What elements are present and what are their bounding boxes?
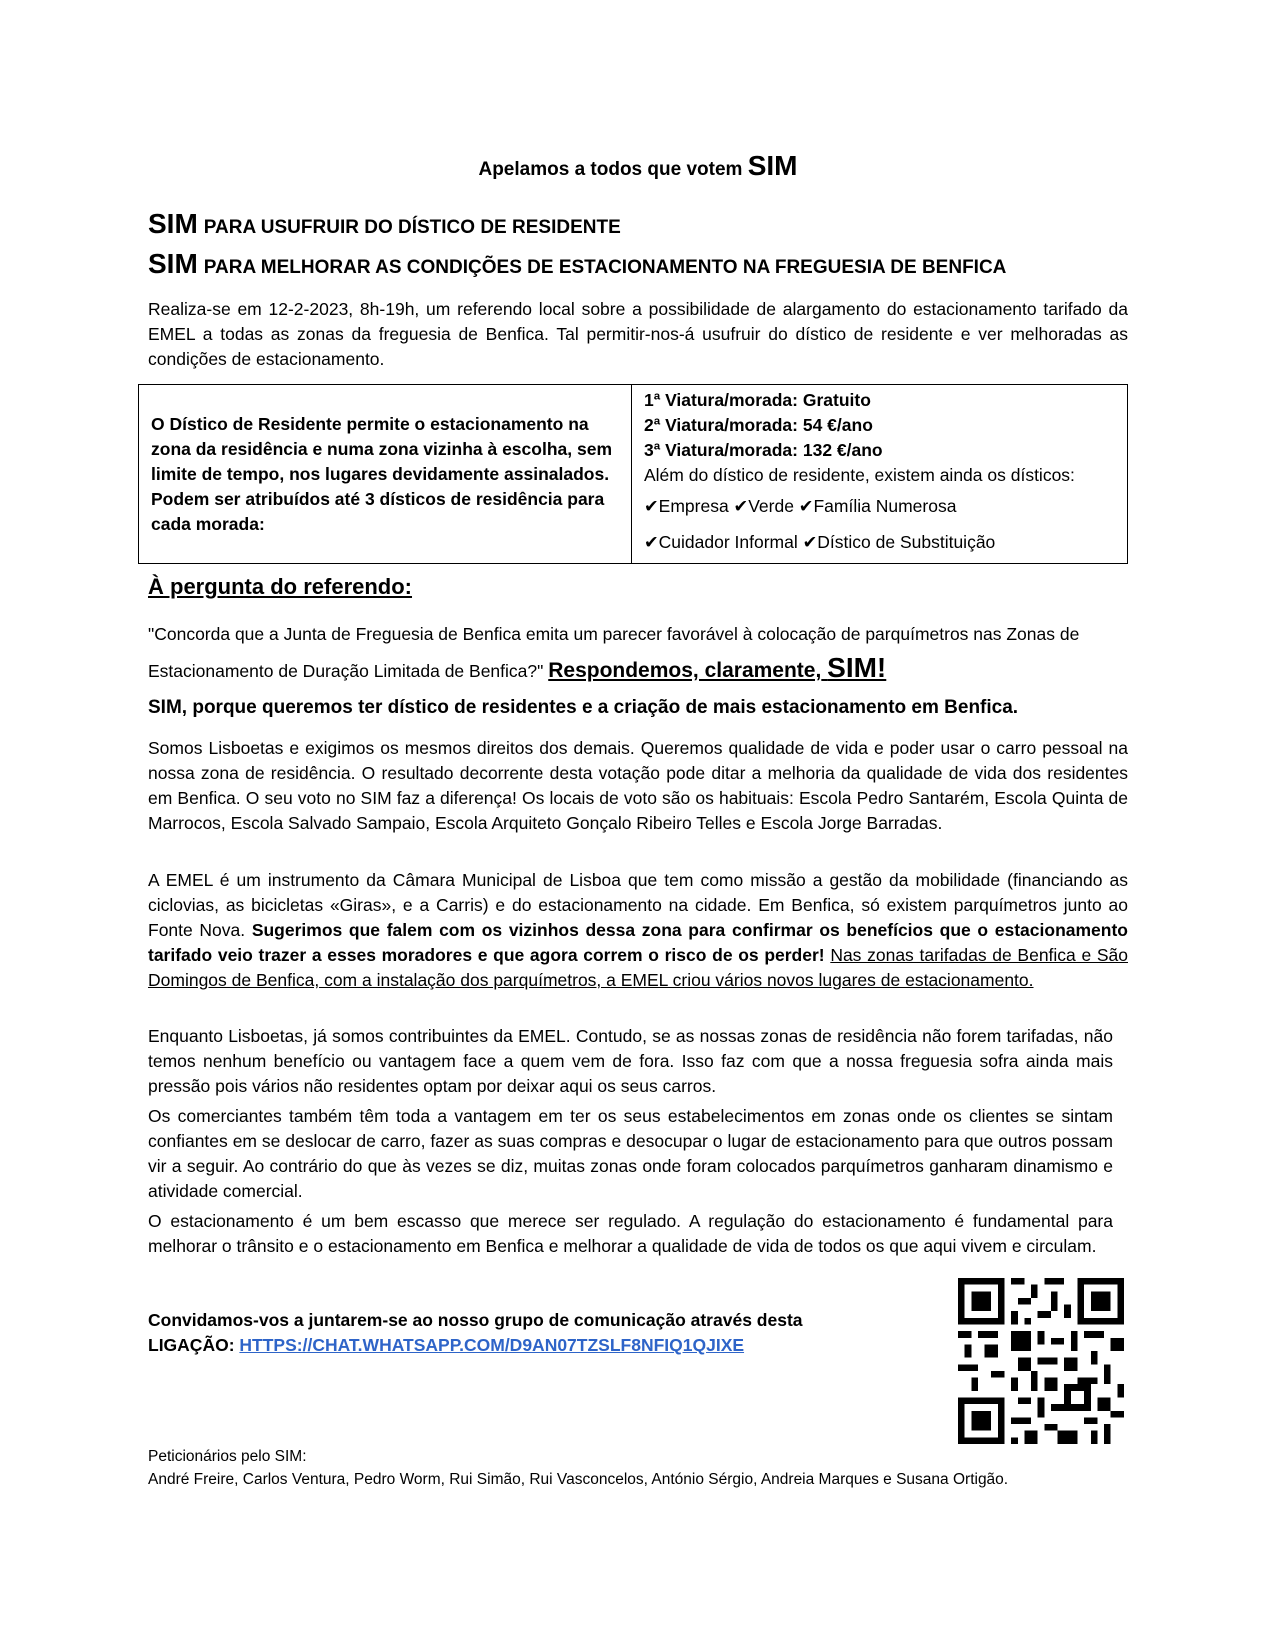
whatsapp-link[interactable]: HTTPS://CHAT.WHATSAPP.COM/D9AN07TZSLF8NFIQ1QJIXE bbox=[239, 1335, 745, 1355]
headline-1-sim: SIM bbox=[148, 208, 198, 239]
question-text: "Concorda que a Junta de Freguesia de Benfica emita um parecer favorável à colocação de parquímetros nas Zonas de Estacionamento de Duração Limitada de Benfica?" bbox=[148, 624, 1080, 681]
price-3: 3ª Viatura/morada: 132 €/ano bbox=[644, 440, 883, 460]
price-2: 2ª Viatura/morada: 54 €/ano bbox=[644, 415, 873, 435]
question-heading: À pergunta do referendo: bbox=[148, 574, 413, 599]
appeal-text: Apelamos a todos que votem bbox=[478, 159, 743, 180]
intro-paragraph: Realiza-se em 12-2-2023, 8h-19h, um referendo local sobre a possibilidade de alargamento do estacionamento tarifado da EMEL a todas as zonas da freguesia de Benfica. Tal permitir-nos-á usufruir do dístico de residente e ver melhoradas as condições de estacionamento. bbox=[148, 299, 1128, 369]
appeal-sim: SIM bbox=[747, 150, 798, 181]
emel-underlined-text: Nas zonas tarifadas de Benfica e São Domingos de Benfica, com a instalação dos parquímetros, a EMEL criou vários novos lugares de estacionamento. bbox=[148, 945, 1128, 990]
link-label: LIGAÇÃO: bbox=[148, 1335, 235, 1355]
invite-link-line bbox=[148, 1333, 803, 1358]
sub-heading: SIM, porque queremos ter dístico de residentes e a criação de mais estacionamento em Benfica. bbox=[148, 697, 1019, 718]
resident-permit-table bbox=[138, 384, 1128, 564]
paragraph-voting-locations: Somos Lisboetas e exigimos os mesmos direitos dos demais. Queremos qualidade de vida e poder usar o carro pessoal na nossa zona de residência. O resultado decorrente desta votação pode ditar a melhoria da qualidade de vida dos residentes em Benfica. O seu voto no SIM faz a diferença! Os locais de voto são os habituais: Escola Pedro Santarém, Escola Quinta de Marrocos, Escola Salvado Sampaio, Escola Arquiteto Gonçalo Ribeiro Telles e Escola Jorge Barradas. bbox=[148, 738, 1128, 833]
permit-types-row-2: ✔Cuidador Informal ✔Dístico de Substituição bbox=[644, 532, 996, 552]
permit-description: O Dístico de Residente permite o estacionamento na zona da residência e numa zona vizinha à escolha, sem limite de tempo, nos lugares devidamente assinalados. Podem ser atribuídos até 3 dísticos de residência para cada morada: bbox=[139, 385, 632, 564]
answer-text: Respondemos, claramente, bbox=[548, 659, 822, 682]
headline-2-text: PARA MELHORAR AS CONDIÇÕES DE ESTACIONAMENTO NA FREGUESIA DE BENFICA bbox=[203, 257, 1007, 278]
answer-sim: SIM! bbox=[827, 652, 887, 683]
permit-types-row-1: ✔Empresa ✔Verde ✔Família Numerosa bbox=[644, 496, 957, 516]
other-permits-intro: Além do dístico de residente, existem ainda os dísticos: bbox=[644, 465, 1075, 485]
answer bbox=[548, 652, 887, 683]
paragraph-regulation: O estacionamento é um bem escasso que merece ser regulado. A regulação do estacionamento é fundamental para melhorar o trânsito e o estacionamento em Benfica e melhorar a qualidade de vida de todos os que aqui vivem e circulam. bbox=[148, 1211, 1113, 1256]
signatories-names: André Freire, Carlos Ventura, Pedro Worm, Rui Simão, Rui Vasconcelos, António Sérgio, Andreia Marques e Susana Ortigão. bbox=[148, 1471, 1009, 1488]
emel-bold-text: Sugerimos que falem com os vizinhos dessa zona para confirmar os benefícios que o estacionamento tarifado veio trazer a esses moradores e que agora correm o risco de os perder! bbox=[148, 920, 1128, 965]
headline-1 bbox=[148, 208, 621, 240]
headline-2 bbox=[148, 248, 1006, 280]
permit-details bbox=[632, 385, 1128, 564]
emel-normal-text: A EMEL é um instrumento da Câmara Municipal de Lisboa que tem como missão a gestão da mobilidade (financiando as ciclovias, as bicicletas «Giras», e a Carris) e do estacionamento na cidade. Em Benfica, só existem parquímetros junto ao Fonte Nova. bbox=[148, 870, 1128, 940]
invite-block bbox=[148, 1308, 803, 1358]
qr-code-icon bbox=[958, 1278, 1124, 1444]
invite-line: Convidamos-vos a juntarem-se ao nosso grupo de comunicação através desta bbox=[148, 1310, 803, 1330]
paragraph-merchants: Os comerciantes também têm toda a vantagem em ter os seus estabelecimentos em zonas onde os clientes se sintam confiantes em se deslocar de carro, fazer as suas compras e desocupar o lugar de estacionamento para que outros possam vir a seguir. Ao contrário do que às vezes se diz, muitas zonas onde foram colocados parquímetros ganharam dinamismo e atividade comercial. bbox=[148, 1106, 1113, 1201]
price-1: 1ª Viatura/morada: Gratuito bbox=[644, 390, 871, 410]
paragraph-emel bbox=[148, 868, 1128, 993]
appeal-heading bbox=[148, 150, 1128, 182]
headline-2-sim: SIM bbox=[148, 248, 198, 279]
headline-1-text: PARA USUFRUIR DO DÍSTICO DE RESIDENTE bbox=[203, 217, 621, 238]
question-paragraph bbox=[148, 617, 1128, 688]
paragraph-contributors: Enquanto Lisboetas, já somos contribuintes da EMEL. Contudo, se as nossas zonas de residência não forem tarifadas, não temos nenhum benefício ou vantagem face a quem vem de fora. Isso faz com que a nossa freguesia sofra ainda mais pressão pois vários não residentes optam por deixar aqui os seus carros. bbox=[148, 1026, 1113, 1096]
signatories-label: Peticionários pelo SIM: bbox=[148, 1448, 307, 1465]
